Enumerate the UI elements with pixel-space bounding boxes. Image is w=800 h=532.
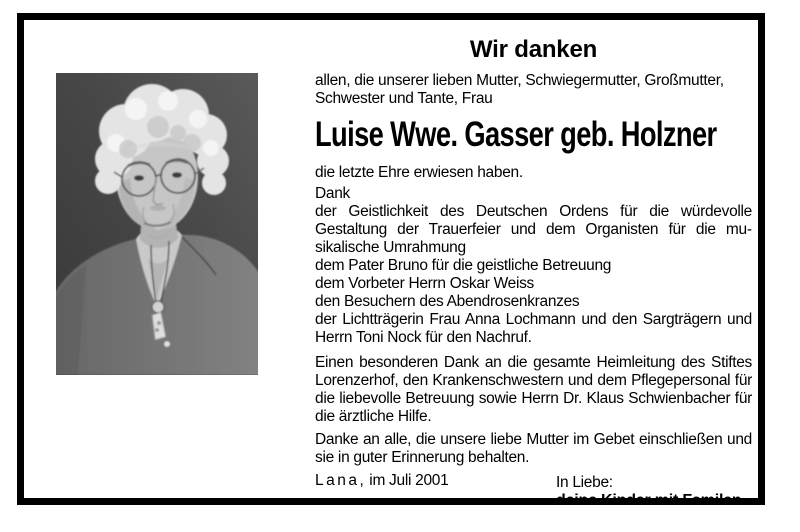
portrait-photo — [56, 73, 258, 375]
footer-row — [315, 472, 752, 512]
acknowledgment-paragraph: Danke an alle, die unsere liebe Mutter im Gebet einschließen und sie in guter Erinnerung behalten. — [315, 431, 752, 466]
place-date — [315, 472, 448, 489]
date-text: im Juli 2001 — [369, 472, 449, 489]
deceased-name: Luise Wwe. Gasser geb. Holzner — [315, 115, 717, 154]
acknowledgment-paragraph: die letzte Ehre erwiesen haben. — [315, 164, 523, 181]
closing-block — [556, 474, 741, 510]
closing-text: In Liebe: — [556, 474, 613, 491]
acknowledgment-paragraph: Dank — [315, 185, 350, 202]
intro-text: allen, die unserer lieben Mutter, Schwiegermutter, Großmutter, Schwester und Tante, Frau — [315, 72, 724, 107]
acknowledgment-paragraph: den Besuchern des Abendrosenkranzes — [315, 293, 580, 310]
acknowledgment-paragraph: dem Vorbeter Herrn Oskar Weiss — [315, 275, 534, 292]
thanks-header: Wir danken — [469, 36, 598, 63]
acknowledgment-paragraph: dem Pater Bruno für die geistliche Betreuung — [315, 257, 612, 274]
acknowledgment-paragraph: der Geistlichkeit des Deutschen Ordens für die würdevolle Gestaltung der Trauerfeier und dem Organisten für die musikalische Umrahmung — [315, 203, 752, 256]
acknowledgment-paragraph: Einen besonderen Dank an die gesamte Heimleitung des Stiftes Lorenzerhof, den Krankenschwestern und dem Pflegepersonal für die liebevolle Betreuung sowie Herrn Dr. Klaus Schwienbacher für die ärztliche Hilfe. — [315, 354, 752, 425]
text-column — [315, 36, 752, 512]
place-name: Lana, — [315, 472, 367, 489]
portrait-photo-graphic — [56, 73, 258, 375]
signature-text: deine Kinder mit Familen — [556, 492, 742, 509]
acknowledgment-paragraph: der Lichtträgerin Frau Anna Lochmann und den Sargträgern und Herrn Toni Nock für den Nachruf. — [315, 311, 752, 346]
